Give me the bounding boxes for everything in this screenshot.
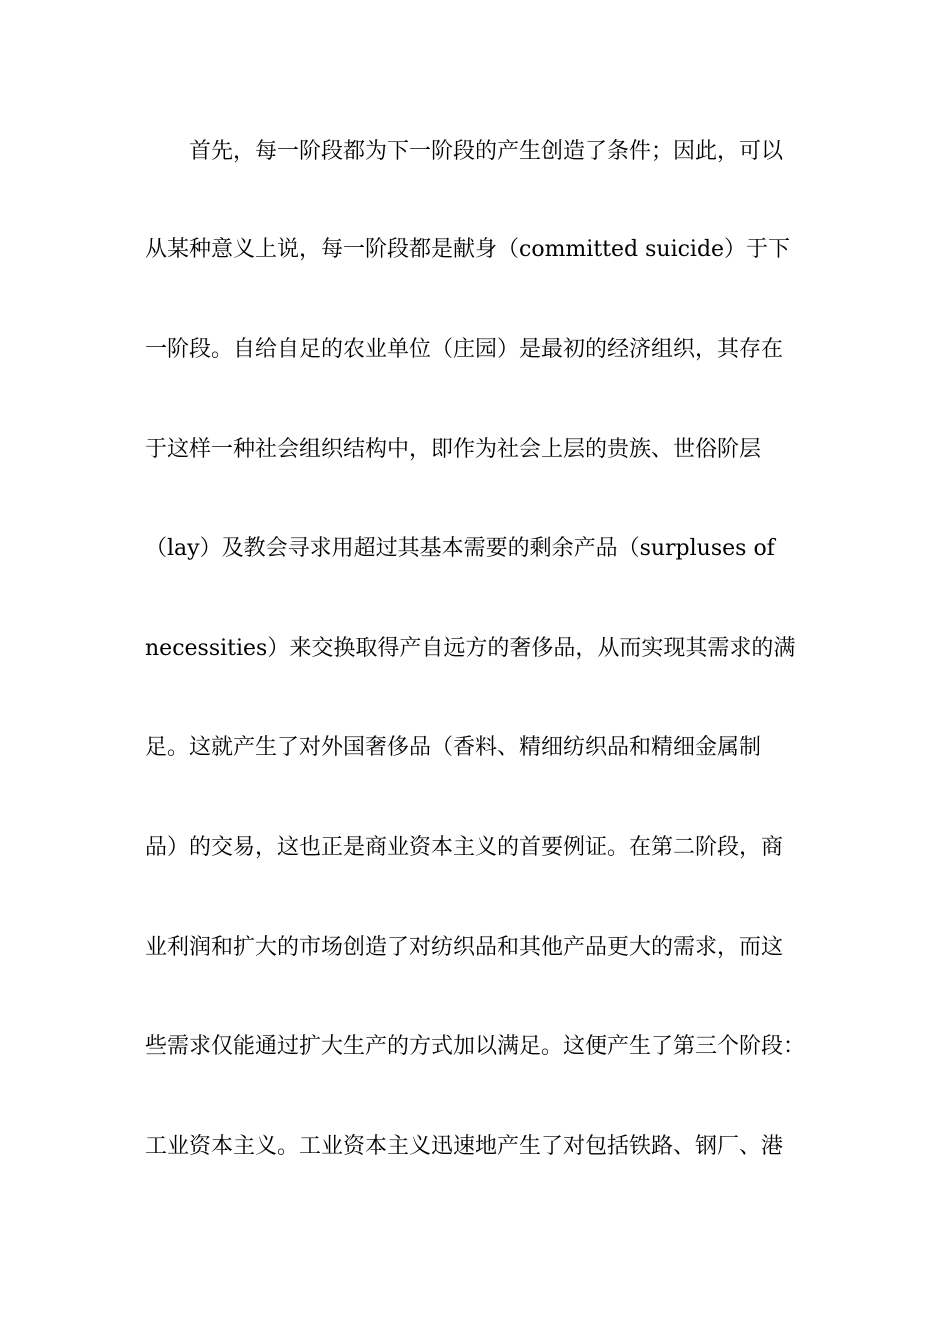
paragraph-line-11: 工业资本主义。工业资本主义迅速地产生了对包括铁路、钢厂、港 [145, 1134, 784, 1159]
paragraph-line-2: 从某种意义上说，每一阶段都是献身（committed suicide）于下 [145, 237, 791, 262]
paragraph-line-10: 些需求仅能通过扩大生产的方式加以满足。这便产生了第三个阶段： [145, 1034, 806, 1059]
paragraph-line-8: 品）的交易，这也正是商业资本主义的首要例证。在第二阶段，商 [145, 835, 784, 860]
paragraph-line-6: necessities）来交换取得产自远方的奢侈品，从而实现其需求的满 [145, 636, 796, 661]
paragraph-line-7: 足。这就产生了对外国奢侈品（香料、精细纺织品和精细金属制 [145, 735, 762, 760]
paragraph-line-3: 一阶段。自给自足的农业单位（庄园）是最初的经济组织，其存在 [145, 337, 784, 362]
paragraph-line-1: 首先，每一阶段都为下一阶段的产生创造了条件；因此，可以 [189, 139, 784, 164]
paragraph-line-5: （lay）及教会寻求用超过其基本需要的剩余产品（surpluses of [145, 536, 775, 561]
paragraph-line-4: 于这样一种社会组织结构中，即作为社会上层的贵族、世俗阶层 [145, 437, 762, 462]
paragraph-line-9: 业利润和扩大的市场创造了对纺织品和其他产品更大的需求，而这 [145, 935, 784, 960]
